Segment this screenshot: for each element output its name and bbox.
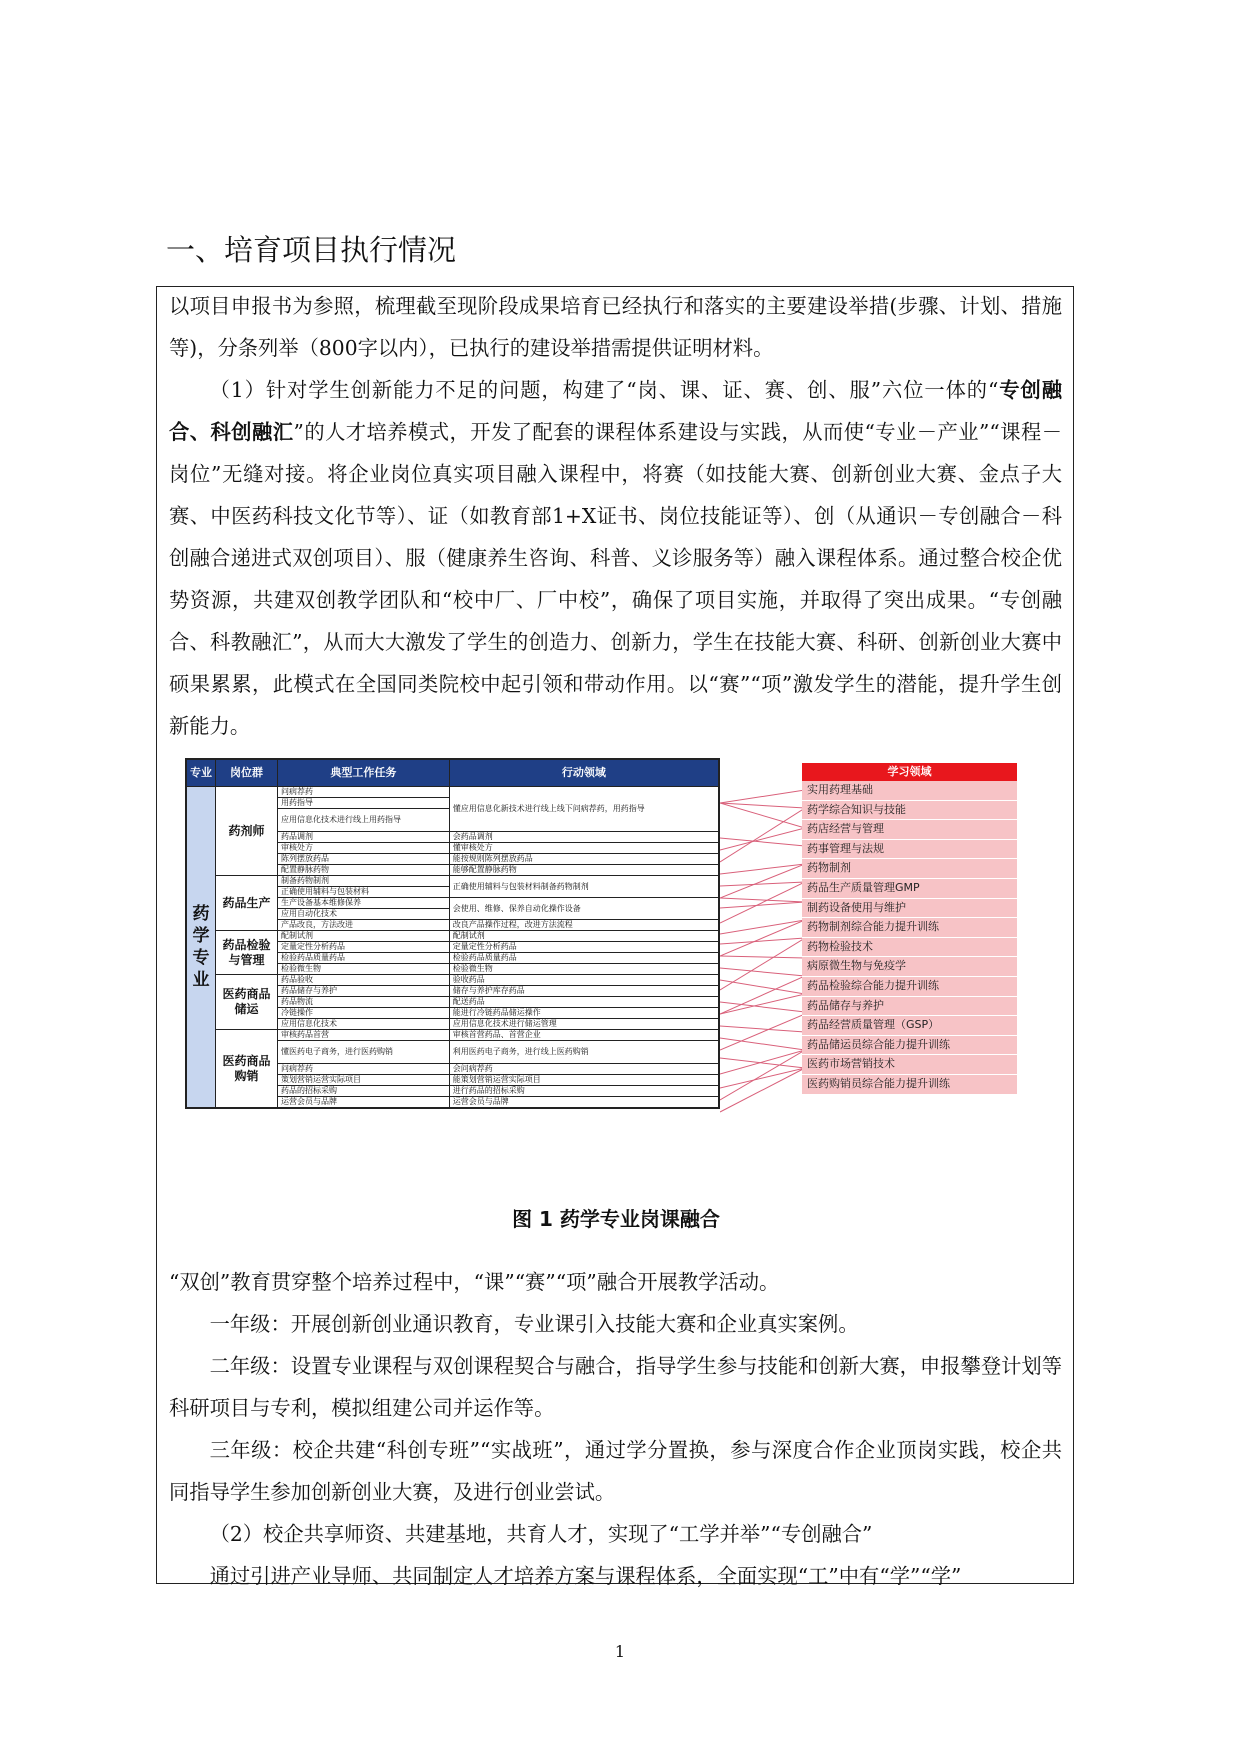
task-cell: 冷链操作 — [278, 1008, 450, 1019]
task-cell: 应用信息化技术进行线上用药指导 — [278, 809, 450, 832]
action-cell: 进行药品的招标采购 — [449, 1086, 719, 1097]
p1-text-cont: ”的人才培养模式，开发了配套的课程体系建设与实践，从而使“专业－产业”“课程－岗位”无缝对接。将企业岗位真实项目融入课程中，将赛（如技能大赛、创新创业大赛、金点子大赛、中医药科技文化节等）、证（如教育部1+X证书、岗位技能证等）、创（从通识－专创融合－科创融合递进式双创项目）、服（健康养生咨询、科普、义诊服务等）融入课程体系。通过整合校企优势资源，共建双创教学团队和“校中厂、厂中校”，确保了项目实施，并取得了突出成果。“专创融合、科教融汇”，从而大大激发了学生的创造力、创新力，学生在技能大赛、科研、创新创业大赛中硕果累累，此模式在全国同类院校中起引领和带动作用。以“赛”“项”激发学生的潜能，提升学生创新能力。 — [169, 420, 1062, 738]
action-cell: 定量定性分析药品 — [449, 942, 719, 953]
table-header: 典型工作任务 — [278, 759, 450, 787]
task-cell: 定量定性分析药品 — [278, 942, 450, 953]
task-cell: 审核药品首营 — [278, 1030, 450, 1041]
task-cell: 药品调剂 — [278, 832, 450, 843]
action-cell: 改良产品操作过程，改进方法流程 — [449, 920, 719, 931]
action-cell: 能按规则陈列摆放药品 — [449, 854, 719, 865]
learning-area-item: 药店经营与管理 — [802, 820, 1017, 840]
paragraph-7: 通过引进产业导师、共同制定人才培养方案与课程体系，全面实现“工”中有“学”“学” — [209, 1564, 962, 1588]
action-cell: 检验微生物 — [449, 964, 719, 975]
learning-area-header: 学习领域 — [802, 763, 1017, 781]
task-cell: 药品验收 — [278, 975, 450, 986]
action-cell: 审核首营药品、首营企业 — [449, 1030, 719, 1041]
learning-area-item: 药物制剂 — [802, 859, 1017, 879]
content-box — [156, 286, 1074, 1588]
connector-line — [720, 968, 805, 976]
table-row — [186, 931, 719, 942]
task-cell: 问病荐药 — [278, 787, 450, 798]
learning-area-item: 药品储存与养护 — [802, 997, 1017, 1017]
paragraph-3: 一年级：开展创新创业通识教育，专业课引入技能大赛和企业真实案例。 — [209, 1312, 859, 1336]
task-cell: 配制试剂 — [278, 931, 450, 942]
learning-area-item: 制药设备使用与维护 — [802, 899, 1017, 919]
task-cell: 运营会员与品牌 — [278, 1097, 450, 1109]
major-cell: 药学专业 — [186, 787, 216, 1109]
table-row — [186, 975, 719, 986]
connector-line — [720, 956, 805, 958]
connector-line — [720, 938, 805, 944]
job-group-cell: 药品生产 — [216, 876, 278, 931]
action-cell: 利用医药电子商务，进行线上医药购销 — [449, 1041, 719, 1064]
action-cell: 运营会员与品牌 — [449, 1097, 719, 1109]
action-cell: 会药品调剂 — [449, 832, 719, 843]
connector-line — [720, 1050, 805, 1074]
learning-area-item: 药品检验综合能力提升训练 — [802, 977, 1017, 997]
connector-line — [720, 882, 805, 886]
job-group-cell: 医药商品购销 — [216, 1030, 278, 1109]
action-cell: 能够配置静脉药物 — [449, 865, 719, 876]
action-cell: 检验药品质量药品 — [449, 953, 719, 964]
task-cell: 产品改良，方法改进 — [278, 920, 450, 931]
table-header: 岗位群 — [216, 759, 278, 787]
paragraph-5: 三年级：校企共建“科创专班”“实战班”，通过学分置换，参与深度合作企业顶岗实践，校企共同指导学生参加创新创业大赛，及进行创业尝试。 — [169, 1438, 1062, 1504]
section-heading: 一、培育项目执行情况 — [166, 233, 457, 267]
table-header: 专业 — [186, 759, 216, 787]
task-cell: 应用信息化技术 — [278, 1019, 450, 1030]
action-cell: 懂审核处方 — [449, 843, 719, 854]
task-cell: 用药指导 — [278, 798, 450, 809]
figure-caption: 图 1 药学专业岗课融合 — [512, 1207, 720, 1231]
action-cell: 应用信息化技术进行储运管理 — [449, 1019, 719, 1030]
connector-line — [720, 920, 805, 956]
task-cell: 检验药品质量药品 — [278, 953, 450, 964]
table-header: 行动领域 — [449, 759, 719, 787]
action-cell: 配送药品 — [449, 997, 719, 1008]
figure-1 — [185, 758, 1065, 1123]
task-cell: 生产设备基本维修保养 — [278, 898, 450, 909]
intro-paragraph: 以项目申报书为参照，梳理截至现阶段成果培育已经执行和落实的主要建设举措(步骤、计划、措施等)，分条列举（800字以内），已执行的建设举措需提供证明材料。 — [169, 294, 1062, 360]
p1-text: （1）针对学生创新能力不足的问题，构建了“岗、课、证、赛、创、服”六位一体的“ — [209, 378, 999, 402]
p1-bold: 专创融合、科创融汇 — [169, 378, 1062, 444]
action-cell: 正确使用辅料与包装材料制备药物制剂 — [449, 876, 719, 898]
connector-line — [720, 920, 805, 934]
action-cell: 能进行冷链药品储运操作 — [449, 1008, 719, 1019]
connector-line — [720, 808, 805, 862]
job-group-cell: 药品检验与管理 — [216, 931, 278, 975]
job-group-cell: 医药商品储运 — [216, 975, 278, 1030]
task-cell: 懂医药电子商务，进行医药购销 — [278, 1041, 450, 1064]
job-group-cell: 药剂师 — [216, 787, 278, 876]
connector-line — [720, 1068, 805, 1088]
learning-area-item: 药学综合知识与技能 — [802, 801, 1017, 821]
task-cell: 药品储存与养护 — [278, 986, 450, 997]
task-cell: 药品的招标采购 — [278, 1086, 450, 1097]
learning-area-item: 药品储运员综合能力提升训练 — [802, 1036, 1017, 1056]
learning-area-item: 实用药理基础 — [802, 781, 1017, 801]
action-cell: 懂应用信息化新技术进行线上线下问病荐药，用药指导 — [449, 787, 719, 832]
paragraph-4: 二年级：设置专业课程与双创课程契合与融合，指导学生参与技能和创新大赛，申报攀登计划等科研项目与专利，模拟组建公司并运作等。 — [169, 1354, 1062, 1420]
text-block-top — [169, 285, 1062, 747]
task-cell: 陈列摆放药品 — [278, 854, 450, 865]
task-cell: 策划营销运营实际项目 — [278, 1075, 450, 1086]
action-cell: 验收药品 — [449, 975, 719, 986]
connector-line — [720, 1058, 805, 1068]
learning-area-item: 药物检验技术 — [802, 938, 1017, 958]
task-cell: 应用自动化技术 — [278, 909, 450, 920]
page-number: 1 — [614, 1642, 626, 1661]
paragraph-6: （2）校企共享师资、共建基地，共育人才，实现了“工学并举”“专创融合” — [209, 1522, 873, 1546]
table-row — [186, 1030, 719, 1041]
table-row — [186, 787, 719, 798]
connector-lines — [720, 758, 805, 1123]
task-cell: 配置静脉药物 — [278, 865, 450, 876]
table-row — [186, 876, 719, 887]
action-cell: 储存与养护库存药品 — [449, 986, 719, 997]
learning-area-item: 药事管理与法规 — [802, 840, 1017, 860]
connector-line — [720, 1026, 805, 1032]
task-cell: 制备药物制剂 — [278, 876, 450, 887]
task-cell: 问病荐药 — [278, 1064, 450, 1075]
connector-line — [720, 898, 805, 902]
action-cell: 配制试剂 — [449, 931, 719, 942]
action-cell: 能策划营销运营实际项目 — [449, 1075, 719, 1086]
task-cell: 药品物流 — [278, 997, 450, 1008]
text-block-bottom — [169, 1261, 1062, 1597]
job-task-table — [185, 758, 720, 1109]
learning-area-item: 医药市场营销技术 — [802, 1055, 1017, 1075]
learning-area-item: 医药购销员综合能力提升训练 — [802, 1075, 1017, 1095]
learning-area-item: 药品经营质量管理（GSP） — [802, 1016, 1017, 1036]
learning-area-item: 药物制剂综合能力提升训练 — [802, 918, 1017, 938]
action-cell: 会使用、维修、保养自动化操作设备 — [449, 898, 719, 920]
paragraph-2: “双创”教育贯穿整个培养过程中，“课”“赛”“项”融合开展教学活动。 — [169, 1270, 780, 1294]
learning-area-list — [802, 763, 1017, 1095]
learning-area-item: 药品生产质量管理GMP — [802, 879, 1017, 899]
task-cell: 正确使用辅料与包装材料 — [278, 887, 450, 898]
connector-line — [720, 1014, 805, 1050]
connector-line — [720, 1038, 805, 1050]
learning-area-item: 病原微生物与免疫学 — [802, 957, 1017, 977]
task-cell: 检验微生物 — [278, 964, 450, 975]
paragraph-1 — [169, 369, 1062, 747]
task-cell: 审核处方 — [278, 843, 450, 854]
connector-line — [720, 790, 805, 803]
action-cell: 会问病荐药 — [449, 1064, 719, 1075]
